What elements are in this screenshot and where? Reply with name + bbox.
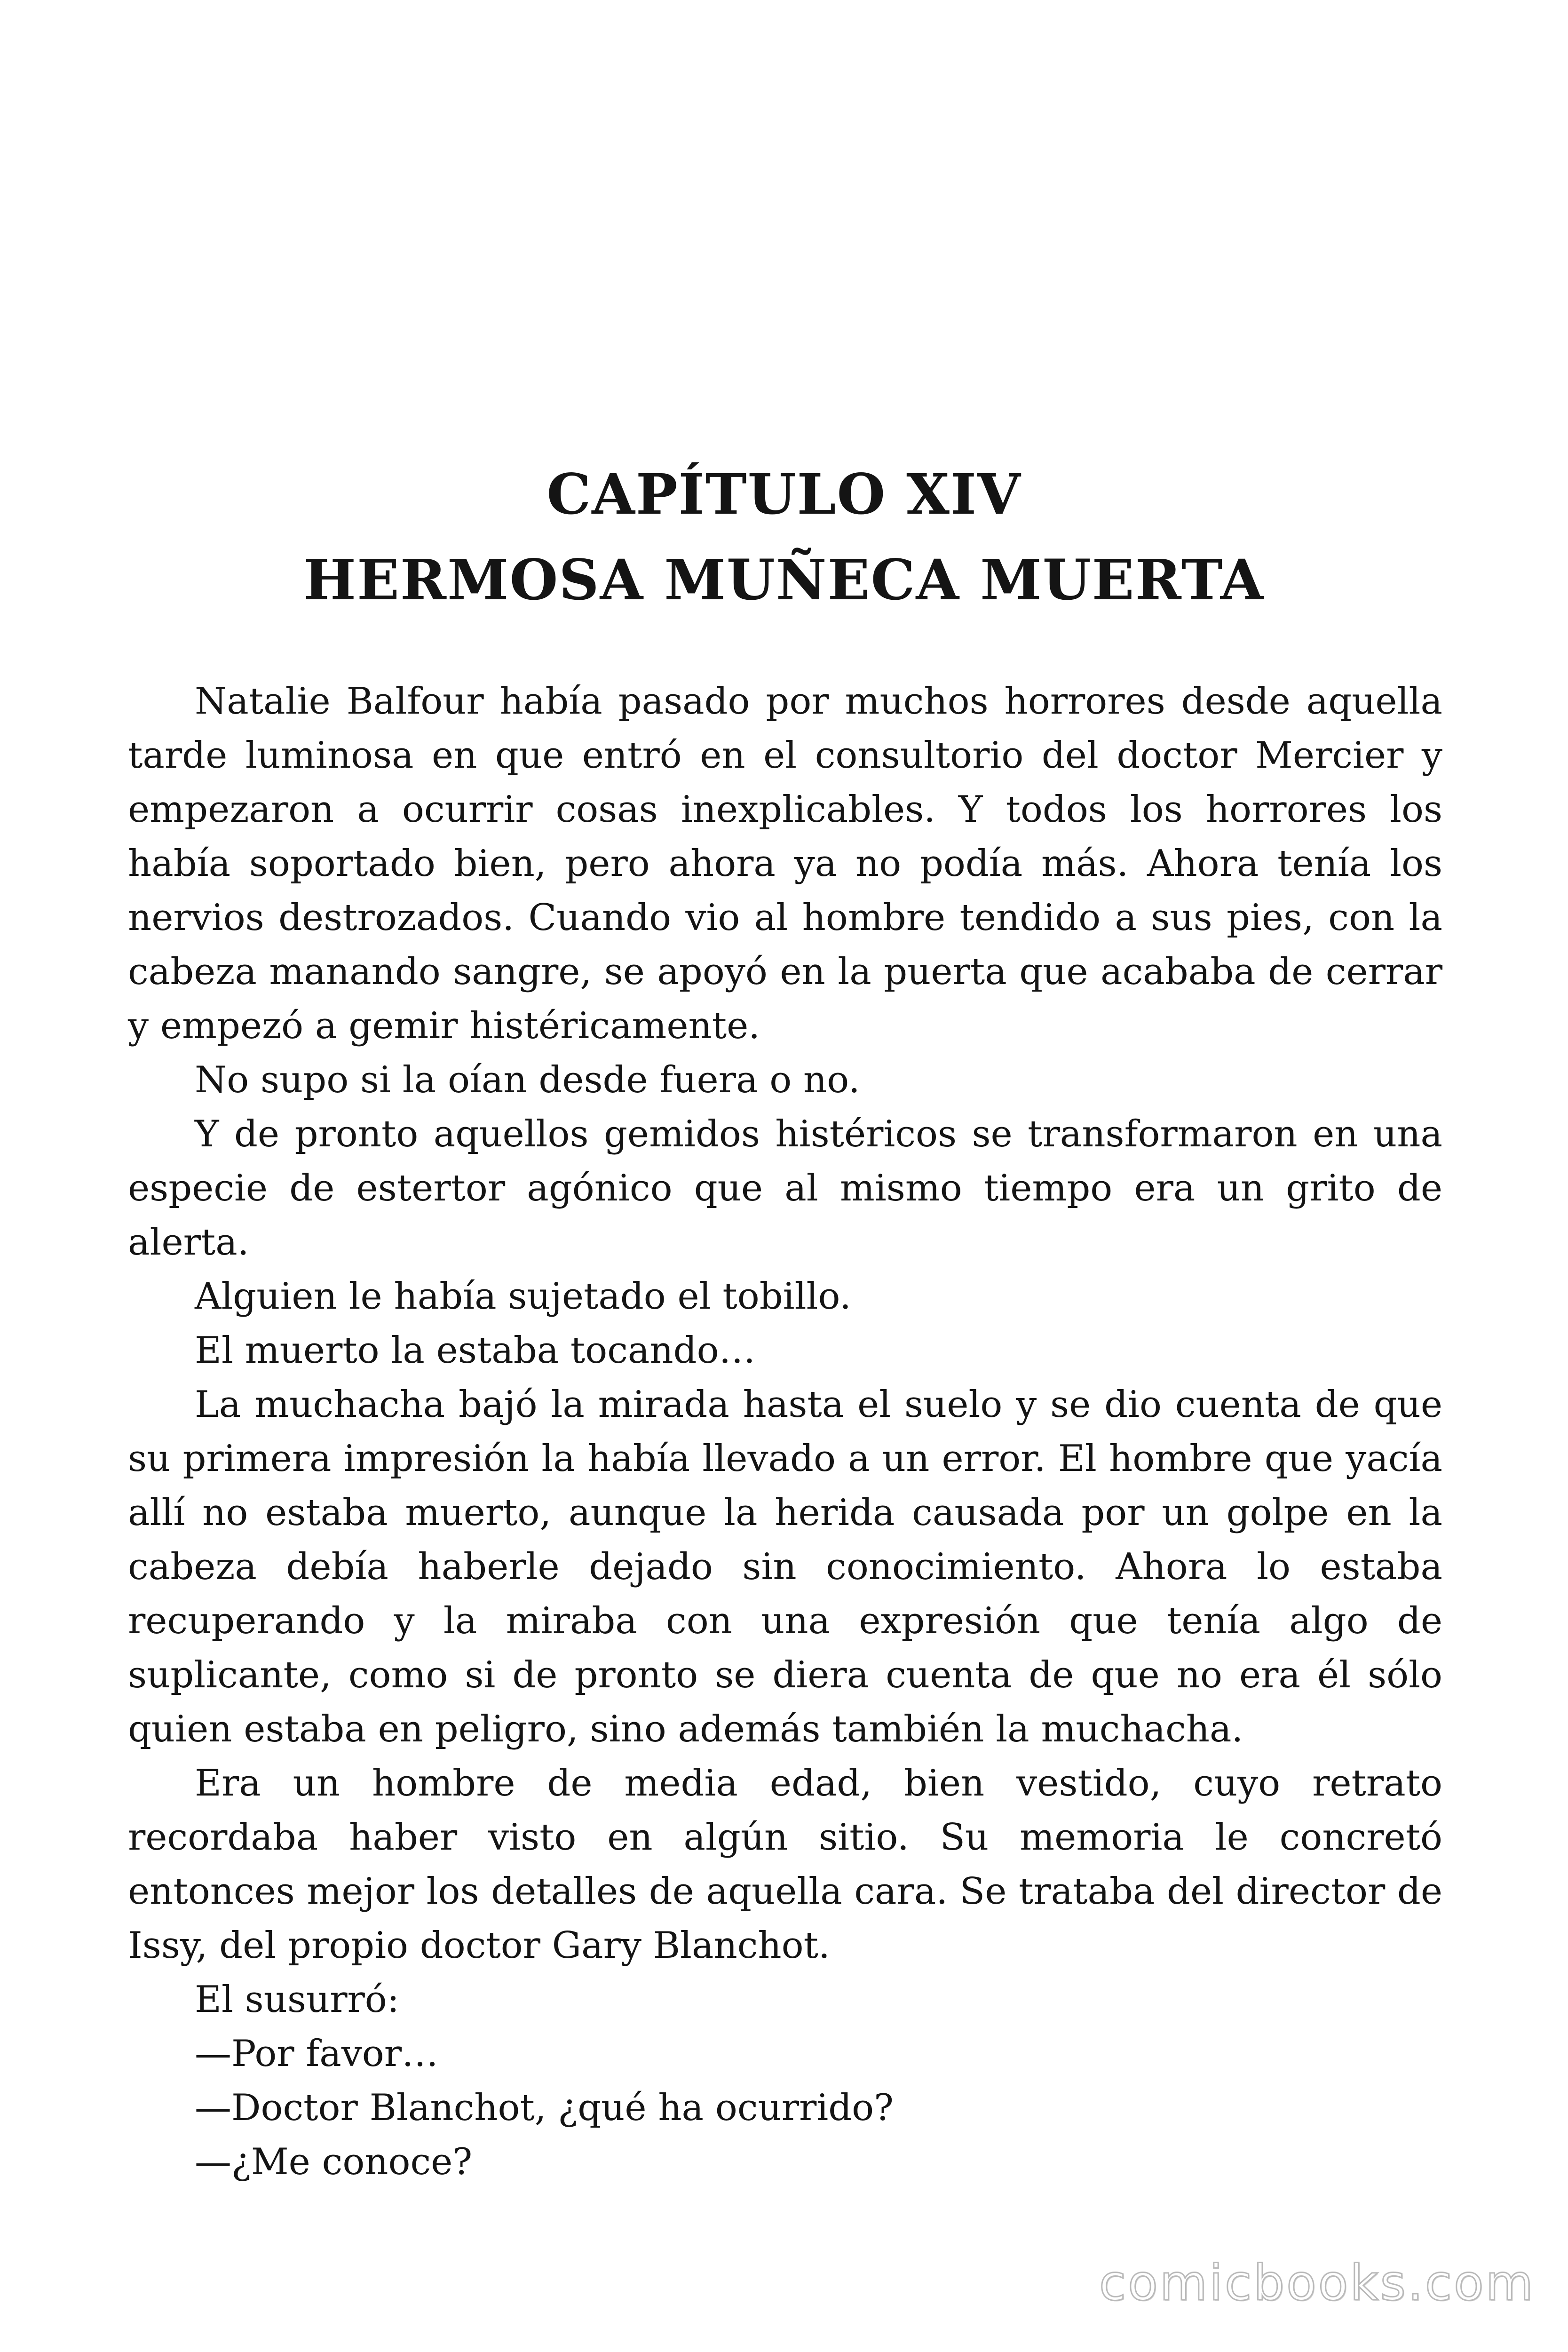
paragraph: Era un hombre de media edad, bien vestido, cuyo retrato recordaba haber visto en algún sitio. Su memoria le concretó entonces mejor los detalles de aquella cara. Se trataba del director de Issy, del propio doctor Gary Blanchot. xyxy=(128,1762,1442,1967)
chapter-number: CAPÍTULO XIV xyxy=(546,461,1022,527)
paragraph: Natalie Balfour había pasado por muchos horrores desde aquella tarde luminosa en que entró en el consultorio del doctor Mercier y empezaron a ocurrir cosas inexplicables. Y todos los horrores los había soportado bien, pero ahora ya no podía más. Ahora tenía los nervios destrozados. Cuando vio al hombre tendido a sus pies, con la cabeza manando sangre, se apoyó en la puerta que acababa de cerrar y empezó a gemir histéricamente. xyxy=(128,680,1442,1047)
paragraph: —Doctor Blanchot, ¿qué ha ocurrido? xyxy=(195,2087,894,2129)
watermark: comicbooks.com xyxy=(1099,2254,1535,2312)
paragraph: —Por favor… xyxy=(195,2033,439,2075)
paragraph: Y de pronto aquellos gemidos histéricos se transformaron en una especie de estertor agónico que al mismo tiempo era un grito de alerta. xyxy=(128,1113,1442,1263)
chapter-title: HERMOSA MUÑECA MUERTA xyxy=(303,547,1265,612)
paragraph: El muerto la estaba tocando… xyxy=(195,1329,756,1372)
paragraph: El susurró: xyxy=(195,1979,400,2021)
chapter-body xyxy=(128,675,1442,2189)
chapter-heading xyxy=(0,452,1568,623)
paragraph: —¿Me conoce? xyxy=(195,2141,473,2183)
paragraph: Alguien le había sujetado el tobillo. xyxy=(195,1275,851,1318)
paragraph: No supo si la oían desde fuera o no. xyxy=(195,1059,860,1101)
paragraph: La muchacha bajó la mirada hasta el suelo y se dio cuenta de que su primera impresión la había llevado a un error. El hombre que yacía allí no estaba muerto, aunque la herida causada por un golpe en la cabeza debía haberle dejado sin conocimiento. Ahora lo estaba recuperando y la miraba con una expresión que tenía algo de suplicante, como si de pronto se diera cuenta de que no era él sólo quien estaba en peligro, sino además también la muchacha. xyxy=(128,1383,1442,1750)
